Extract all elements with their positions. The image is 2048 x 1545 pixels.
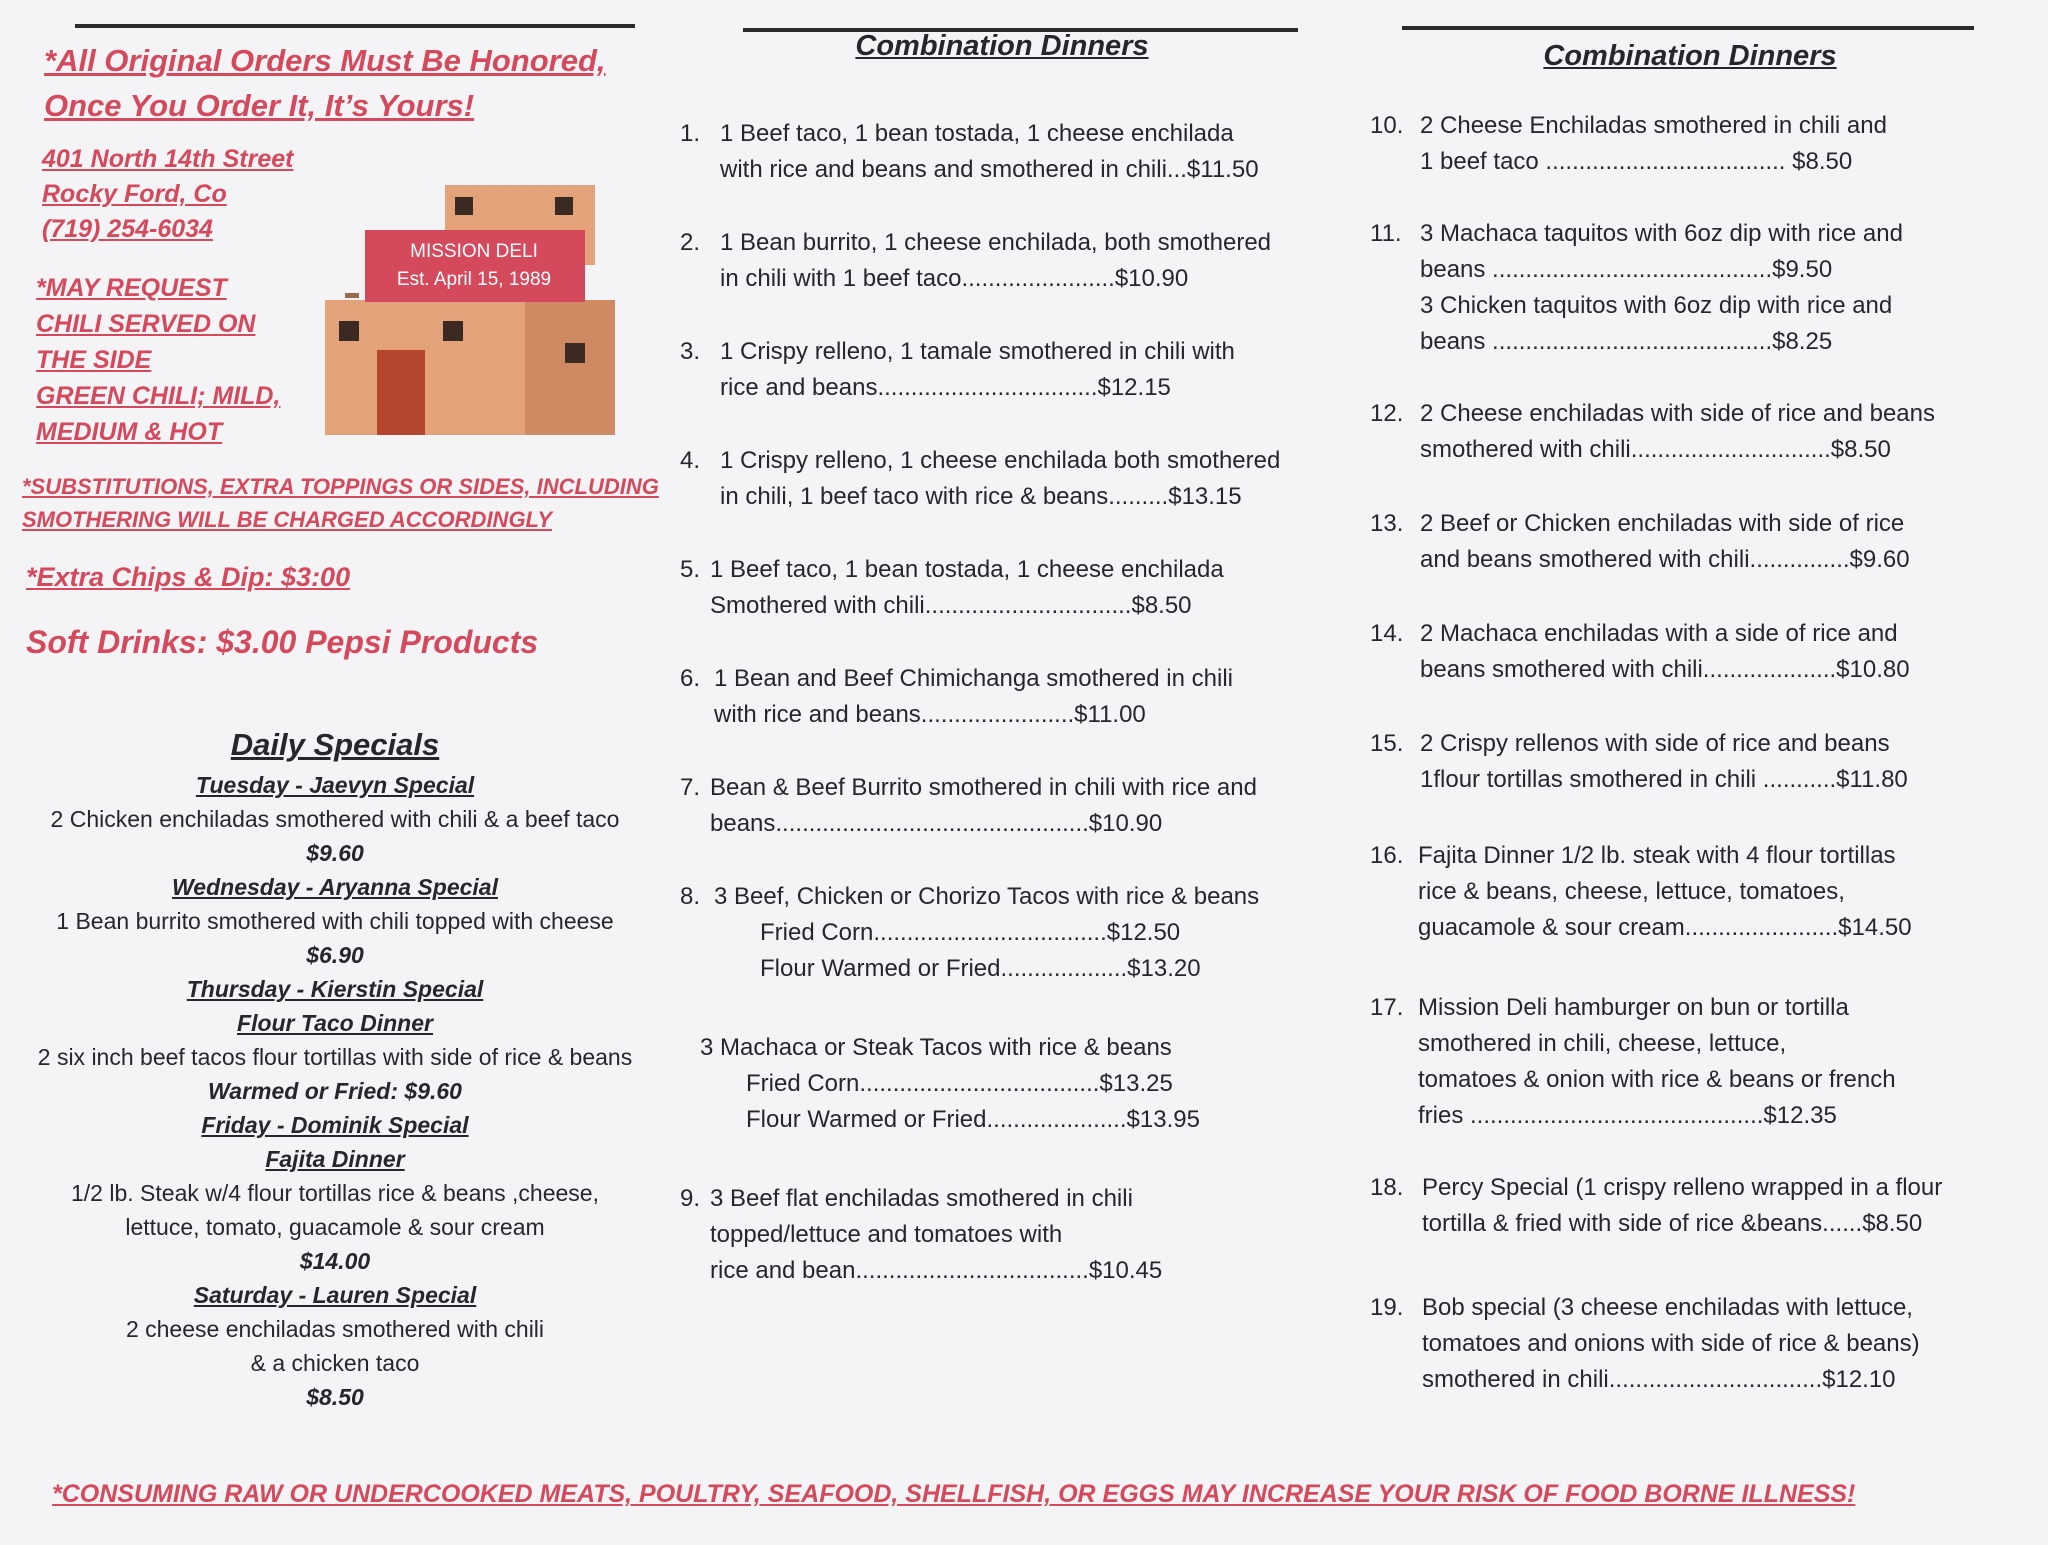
menu-item-line: and beans smothered with chili...............$9.60 <box>1420 546 1910 573</box>
special-day-title: Wednesday - Aryanna Special <box>172 874 498 900</box>
orders-honored-notice <box>44 38 684 128</box>
logo-window <box>339 321 359 341</box>
menu-item-text <box>1418 990 1896 1134</box>
menu-item-line: 1 Bean and Beef Chimichanga smothered in chili <box>714 665 1233 692</box>
logo-window <box>555 197 573 215</box>
menu-item-line: 2 Cheese Enchiladas smothered in chili and <box>1420 112 1887 139</box>
menu-item-number: 2. <box>680 229 701 256</box>
column-heading: Combination Dinners <box>855 30 1149 62</box>
menu-item-line: 2 Beef or Chicken enchiladas with side of rice <box>1420 510 1905 537</box>
menu-item-number: 4. <box>680 447 701 474</box>
special-day-title: Thursday - Kierstin Special <box>186 976 484 1002</box>
logo-established: Est. April 15, 1989 <box>396 269 552 290</box>
menu-item-text <box>1420 616 1910 688</box>
menu-item-line: rice and bean...................................$10.45 <box>710 1257 1163 1284</box>
menu-item-text <box>1418 838 1912 946</box>
menu-item-line: 1 Beef taco, 1 bean tostada, 1 cheese enchilada <box>710 556 1224 583</box>
menu-item-text <box>1420 396 1935 468</box>
request-line: GREEN CHILI; MILD, <box>36 382 281 410</box>
menu-item-text <box>720 116 1259 188</box>
menu-item-line: Percy Special (1 crispy relleno wrapped in a flour <box>1422 1174 1943 1201</box>
menu-item-line: 1 Crispy relleno, 1 tamale smothered in chili with <box>720 338 1235 365</box>
request-line: THE SIDE <box>36 346 152 374</box>
logo-name: MISSION DELI <box>410 241 538 262</box>
menu-item-number: 7. <box>680 774 701 801</box>
special-description: 2 Chicken enchiladas smothered with chili & a beef taco <box>50 806 620 832</box>
menu-item-number: 9. <box>680 1185 701 1212</box>
menu-item-line: smothered in chili................................$12.10 <box>1422 1366 1896 1393</box>
menu-item-line: 2 Crispy rellenos with side of rice and beans <box>1420 730 1890 757</box>
special-description: lettuce, tomato, guacamole & sour cream <box>125 1214 545 1240</box>
column3-top-rule <box>1402 26 1974 30</box>
menu-item-number: 1. <box>680 120 701 147</box>
menu-item-text <box>720 334 1235 406</box>
address-block <box>42 142 293 247</box>
menu-item-line: topped/lettuce and tomatoes with <box>710 1221 1063 1248</box>
menu-item-number: 11. <box>1370 220 1402 247</box>
extra-chips-price: *Extra Chips & Dip: $3:00 <box>26 562 351 592</box>
daily-specials <box>0 722 670 1414</box>
special-price: Warmed or Fried: $9.60 <box>208 1078 462 1104</box>
menu-item-number: 12. <box>1370 400 1404 427</box>
substitutions-line: SMOTHERING WILL BE CHARGED ACCORDINGLY <box>22 507 553 532</box>
menu-item-text <box>720 443 1280 515</box>
substitutions-line: *SUBSTITUTIONS, EXTRA TOPPINGS OR SIDES, INCLUDING <box>22 474 659 499</box>
special-description: 1/2 lb. Steak w/4 flour tortillas rice & beans ,cheese, <box>71 1180 599 1206</box>
menu-item-line: 1 Crispy relleno, 1 cheese enchilada both smothered <box>720 447 1281 474</box>
special-description: 2 six inch beef tacos flour tortillas with side of rice & beans <box>37 1044 633 1070</box>
daily-specials-heading: Daily Specials <box>230 727 440 762</box>
phone-number: (719) 254-6034 <box>42 215 213 243</box>
menu-item-text <box>710 1181 1162 1289</box>
menu-item-line: in chili, 1 beef taco with rice & beans.........$13.15 <box>720 483 1242 510</box>
menu-item-text <box>1422 1170 1942 1242</box>
menu-item-text <box>720 225 1271 297</box>
special-description: 2 cheese enchiladas smothered with chili <box>125 1316 545 1342</box>
menu-item-text <box>1422 1290 1920 1398</box>
menu-item-line: with rice and beans and smothered in chili...$11.50 <box>720 156 1259 183</box>
menu-item-line: 3 Beef, Chicken or Chorizo Tacos with rice & beans <box>714 883 1260 910</box>
menu-item-line: tortilla & fried with side of rice &beans......$8.50 <box>1422 1210 1923 1237</box>
menu-item-number: 13. <box>1370 510 1404 537</box>
special-description: & a chicken taco <box>250 1350 420 1376</box>
special-day-title: Friday - Dominik Special <box>201 1112 469 1138</box>
menu-item-line: 3 Beef flat enchiladas smothered in chili <box>710 1185 1133 1212</box>
chili-request-note <box>36 270 316 450</box>
menu-item-number: 18. <box>1370 1174 1404 1201</box>
menu-item-line: Smothered with chili...............................$8.50 <box>710 592 1192 619</box>
menu-item-text <box>1420 216 1903 360</box>
menu-item-text <box>1420 506 1910 578</box>
menu-item-line: tomatoes & onion with rice & beans or french <box>1418 1066 1896 1093</box>
menu-item-line: 3 Chicken taquitos with 6oz dip with rice and <box>1420 292 1893 319</box>
menu-item-number: 8. <box>680 883 701 910</box>
request-line: *MAY REQUEST <box>36 274 227 302</box>
special-description: 1 Bean burrito smothered with chili topped with cheese <box>56 908 614 934</box>
menu-item-text <box>710 552 1224 624</box>
menu-item-line: in chili with 1 beef taco.......................$10.90 <box>720 265 1189 292</box>
menu-item-line: 1 beef taco .................................... $8.50 <box>1420 148 1853 175</box>
logo-shadow-block <box>525 300 615 435</box>
menu-item-line: Bean & Beef Burrito smothered in chili with rice and <box>710 774 1257 801</box>
menu-item-number: 3. <box>680 338 701 365</box>
menu-item-number: 19. <box>1370 1294 1404 1321</box>
special-subtitle: Flour Taco Dinner <box>237 1010 433 1036</box>
menu-item-line: Mission Deli hamburger on bun or tortilla <box>1418 994 1849 1021</box>
substitutions-note <box>22 470 702 536</box>
menu-item-line: fries ............................................$12.35 <box>1418 1102 1837 1129</box>
combination-dinners-column-2 <box>1370 38 2046 1393</box>
menu-item-line: rice & beans, cheese, lettuce, tomatoes, <box>1418 878 1845 905</box>
mission-deli-logo <box>325 175 615 435</box>
menu-item-text <box>1420 108 1887 180</box>
menu-item-line: smothered with chili..............................$8.50 <box>1420 436 1891 463</box>
menu-item-line: 2 Machaca enchiladas with a side of rice and <box>1420 620 1898 647</box>
menu-item-line: Fajita Dinner 1/2 lb. steak with 4 flour tortillas <box>1418 842 1896 869</box>
menu-item-line: with rice and beans.......................$11.00 <box>714 701 1146 728</box>
logo-sign <box>368 238 580 300</box>
menu-item-number: 15. <box>1370 730 1404 757</box>
menu-item-line: tomatoes and onions with side of rice & beans) <box>1422 1330 1920 1357</box>
special-price: $14.00 <box>299 1248 371 1274</box>
menu-item-number: 14. <box>1370 620 1404 647</box>
notice-line-2: Once You Order It, It’s Yours! <box>44 88 475 123</box>
menu-item-text <box>1420 726 1908 798</box>
menu-item-line: Bob special (3 cheese enchiladas with lettuce, <box>1422 1294 1913 1321</box>
menu-item-line: 3 Machaca or Steak Tacos with rice & beans <box>700 1034 1172 1061</box>
menu-item-text <box>714 879 1259 987</box>
menu-item-line: rice and beans.................................$12.15 <box>720 374 1171 401</box>
soft-drinks-price: Soft Drinks: $3.00 Pepsi Products <box>26 624 539 660</box>
menu-item-line: Fried Corn....................................$13.25 <box>746 1070 1173 1097</box>
special-price: $9.60 <box>306 840 364 866</box>
special-day-title: Saturday - Lauren Special <box>193 1282 477 1308</box>
request-line: CHILI SERVED ON <box>36 310 256 338</box>
menu-item-number: 5. <box>680 556 701 583</box>
menu-item-number: 17. <box>1370 994 1404 1021</box>
logo-door <box>377 350 425 435</box>
menu-item-number: 16. <box>1370 842 1404 869</box>
menu-item-number: 6. <box>680 665 701 692</box>
notice-line-1: *All Original Orders Must Be Honored, <box>44 43 606 78</box>
menu-item-line: Flour Warmed or Fried.....................$13.95 <box>746 1106 1200 1133</box>
special-subtitle: Fajita Dinner <box>265 1146 405 1172</box>
menu-item-line: beans...............................................$10.90 <box>710 810 1163 837</box>
logo-window <box>455 197 473 215</box>
menu-item-line: beans smothered with chili....................$10.80 <box>1420 656 1910 683</box>
column1-top-rule <box>75 24 635 28</box>
menu-item-line: beans ..........................................$8.25 <box>1420 328 1833 355</box>
special-price: $6.90 <box>306 942 364 968</box>
menu-item-line: 1flour tortillas smothered in chili ...........$11.80 <box>1420 766 1908 793</box>
menu-item-text <box>700 1030 1200 1138</box>
menu-item-number: 10. <box>1370 112 1404 139</box>
menu-item-line: 2 Cheese enchiladas with side of rice and beans <box>1420 400 1935 427</box>
city-state: Rocky Ford, Co <box>42 180 227 208</box>
logo-window <box>443 321 463 341</box>
column-heading: Combination Dinners <box>1543 40 1837 72</box>
menu-item-line: Flour Warmed or Fried...................$13.20 <box>760 955 1201 982</box>
request-line: MEDIUM & HOT <box>36 418 223 446</box>
menu-item-line: 1 Beef taco, 1 bean tostada, 1 cheese enchilada <box>720 120 1234 147</box>
menu-item-line: 3 Machaca taquitos with 6oz dip with rice and <box>1420 220 1903 247</box>
menu-item-line: Fried Corn...................................$12.50 <box>760 919 1181 946</box>
menu-item-line: beans ..........................................$9.50 <box>1420 256 1833 283</box>
combination-dinners-column-1 <box>672 28 1362 1328</box>
food-safety-warning: *CONSUMING RAW OR UNDERCOOKED MEATS, POULTRY, SEAFOOD, SHELLFISH, OR EGGS MAY INCREASE YOUR RISK OF FOOD BORNE ILLNESS! <box>52 1480 1856 1508</box>
menu-item-line: 1 Bean burrito, 1 cheese enchilada, both smothered <box>720 229 1272 256</box>
logo-window <box>565 343 585 363</box>
menu-item-line: guacamole & sour cream.......................$14.50 <box>1418 914 1912 941</box>
street-address: 401 North 14th Street <box>42 145 294 173</box>
menu-item-line: smothered in chili, cheese, lettuce, <box>1418 1030 1787 1057</box>
special-day-title: Tuesday - Jaevyn Special <box>195 772 475 798</box>
special-price: $8.50 <box>306 1384 364 1410</box>
menu-item-text <box>714 661 1233 733</box>
menu-item-text <box>710 770 1257 842</box>
